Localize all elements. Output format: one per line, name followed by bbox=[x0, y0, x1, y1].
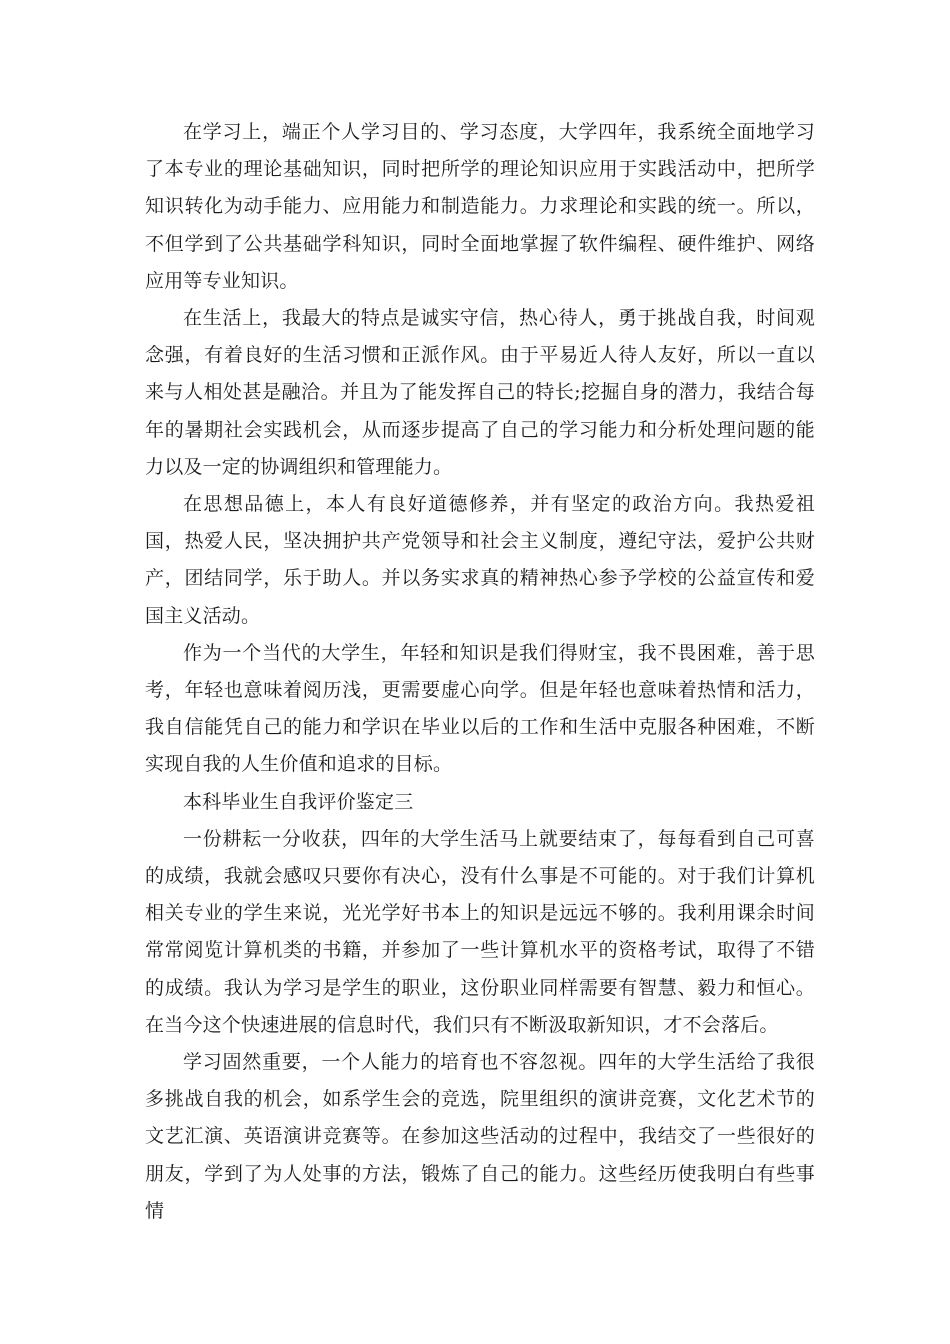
paragraph-morality: 在思想品德上，本人有良好道德修养，并有坚定的政治方向。我热爱祖国，热爱人民，坚决拥护共产党领导和社会主义制度，遵纪守法，爱护公共财产，团结同学，乐于助人。并以务实求真的精神热心参予学校的公益宣传和爱国主义活动。 bbox=[145, 493, 815, 627]
paragraph-study: 在学习上，端正个人学习目的、学习态度，大学四年，我系统全面地学习了本专业的理论基础知识，同时把所学的理论知识应用于实践活动中，把所学知识转化为动手能力、应用能力和制造能力。力求理论和实践的统一。所以，不但学到了公共基础学科知识，同时全面地掌握了软件编程、硬件维护、网络应用等专业知识。 bbox=[145, 121, 815, 292]
paragraph-harvest: 一份耕耘一分收获，四年的大学生活马上就要结束了，每每看到自己可喜的成绩，我就会感叹只要你有决心，没有什么事是不可能的。对于我们计算机相关专业的学生来说，光光学好书本上的知识是远远不够的。我利用课余时间常常阅览计算机类的书籍，并参加了一些计算机水平的资格考试，取得了不错的成绩。我认为学习是学生的职业，这份职业同样需要有智慧、毅力和恒心。在当今这个快速进展的信息时代，我们只有不断汲取新知识，才不会落后。 bbox=[145, 827, 815, 1036]
paragraph-life: 在生活上，我最大的特点是诚实守信，热心待人，勇于挑战自我，时间观念强，有着良好的生活习惯和正派作风。由于平易近人待人友好，所以一直以来与人相处甚是融洽。并且为了能发挥自己的特长;挖掘自身的潜力，我结合每年的暑期社会实践机会，从而逐步提高了自己的学习能力和分析处理问题的能力以及一定的协调组织和管理能力。 bbox=[145, 307, 815, 478]
paragraph-abilities: 学习固然重要，一个人能力的培育也不容忽视。四年的大学生活给了我很多挑战自我的机会，如系学生会的竞选，院里组织的演讲竞赛，文化艺术节的文艺汇演、英语演讲竞赛等。在参加这些活动的过程中，我结交了一些很好的朋友，学到了为人处事的方法，锻炼了自己的能力。这些经历使我明白有些事情 bbox=[145, 1051, 815, 1222]
paragraph-youth: 作为一个当代的大学生，年轻和知识是我们得财宝，我不畏困难，善于思考，年轻也意味着阅历浅，更需要虚心向学。但是年轻也意味着热情和活力，我自信能凭自己的能力和学识在毕业以后的工作和生活中克服各种困难，不断实现自我的人生价值和追求的目标。 bbox=[145, 641, 815, 776]
section-heading: 本科毕业生自我评价鉴定三 bbox=[183, 790, 414, 813]
document-body bbox=[145, 114, 815, 1230]
